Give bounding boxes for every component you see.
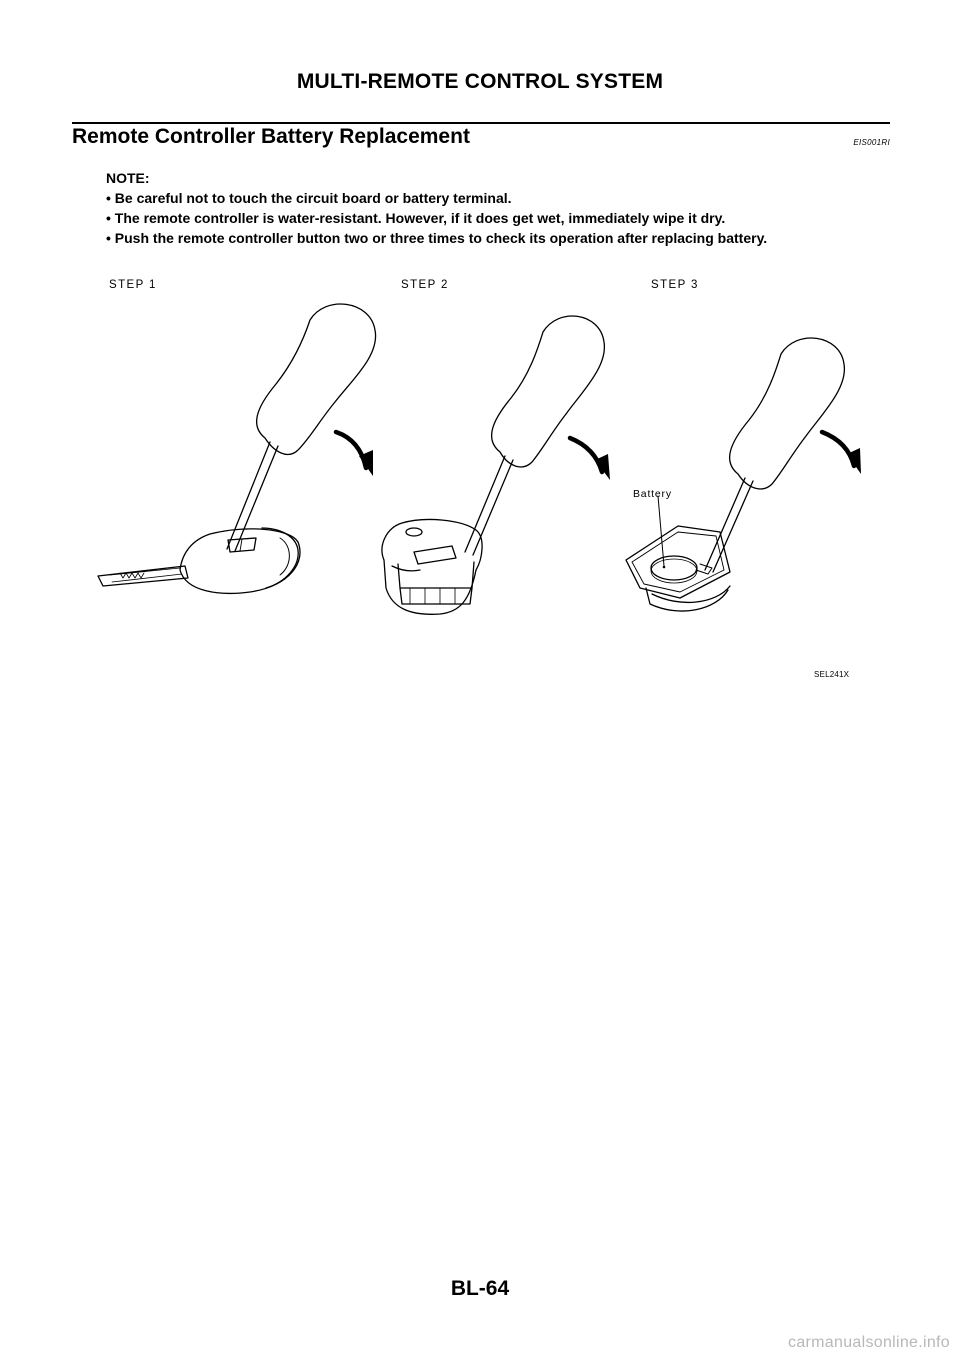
section-code: EIS001RI [853, 138, 890, 147]
step-1-label: STEP 1 [109, 279, 157, 291]
battery-replacement-figure [80, 270, 880, 690]
rotation-arrow [822, 432, 854, 466]
screwdriver-shaft [705, 478, 753, 572]
key-blade [98, 566, 188, 586]
step-2-illustration [382, 316, 610, 614]
note-item-2: • The remote controller is water-resistant. However, if it does get wet, immediately wipe it dry. [106, 210, 726, 226]
screwdriver-shaft [465, 456, 513, 555]
page-header-title: MULTI-REMOTE CONTROL SYSTEM [296, 70, 664, 93]
notes-block [106, 168, 767, 248]
step-3-illustration [626, 338, 861, 611]
page-number: BL-64 [450, 1277, 510, 1300]
step-2-label: STEP 2 [401, 279, 449, 291]
screwdriver-shaft [227, 442, 278, 551]
rotation-arrow [336, 432, 366, 468]
header-rule [72, 122, 890, 124]
rotation-arrow [570, 438, 602, 472]
step-1-illustration [98, 304, 376, 593]
screwdriver-handle [257, 304, 376, 454]
note-item-1: • Be careful not to touch the circuit board or battery terminal. [106, 190, 512, 206]
battery-cell [651, 556, 697, 580]
screwdriver-handle [730, 338, 845, 489]
battery-leader-line [658, 496, 664, 566]
screwdriver-handle [492, 316, 605, 467]
step-3-label: STEP 3 [651, 279, 699, 291]
notes-heading: NOTE: [106, 170, 150, 186]
watermark-link[interactable]: carmanualsonline.info [788, 1334, 950, 1351]
section-title: Remote Controller Battery Replacement [72, 125, 470, 148]
battery-label: Battery [633, 488, 672, 500]
figure-code: SEL241X [814, 670, 850, 679]
note-item-3: • Push the remote controller button two or three times to check its operation after replacing battery. [106, 230, 768, 246]
battery-tray [626, 526, 730, 598]
remote-housing [382, 519, 482, 614]
